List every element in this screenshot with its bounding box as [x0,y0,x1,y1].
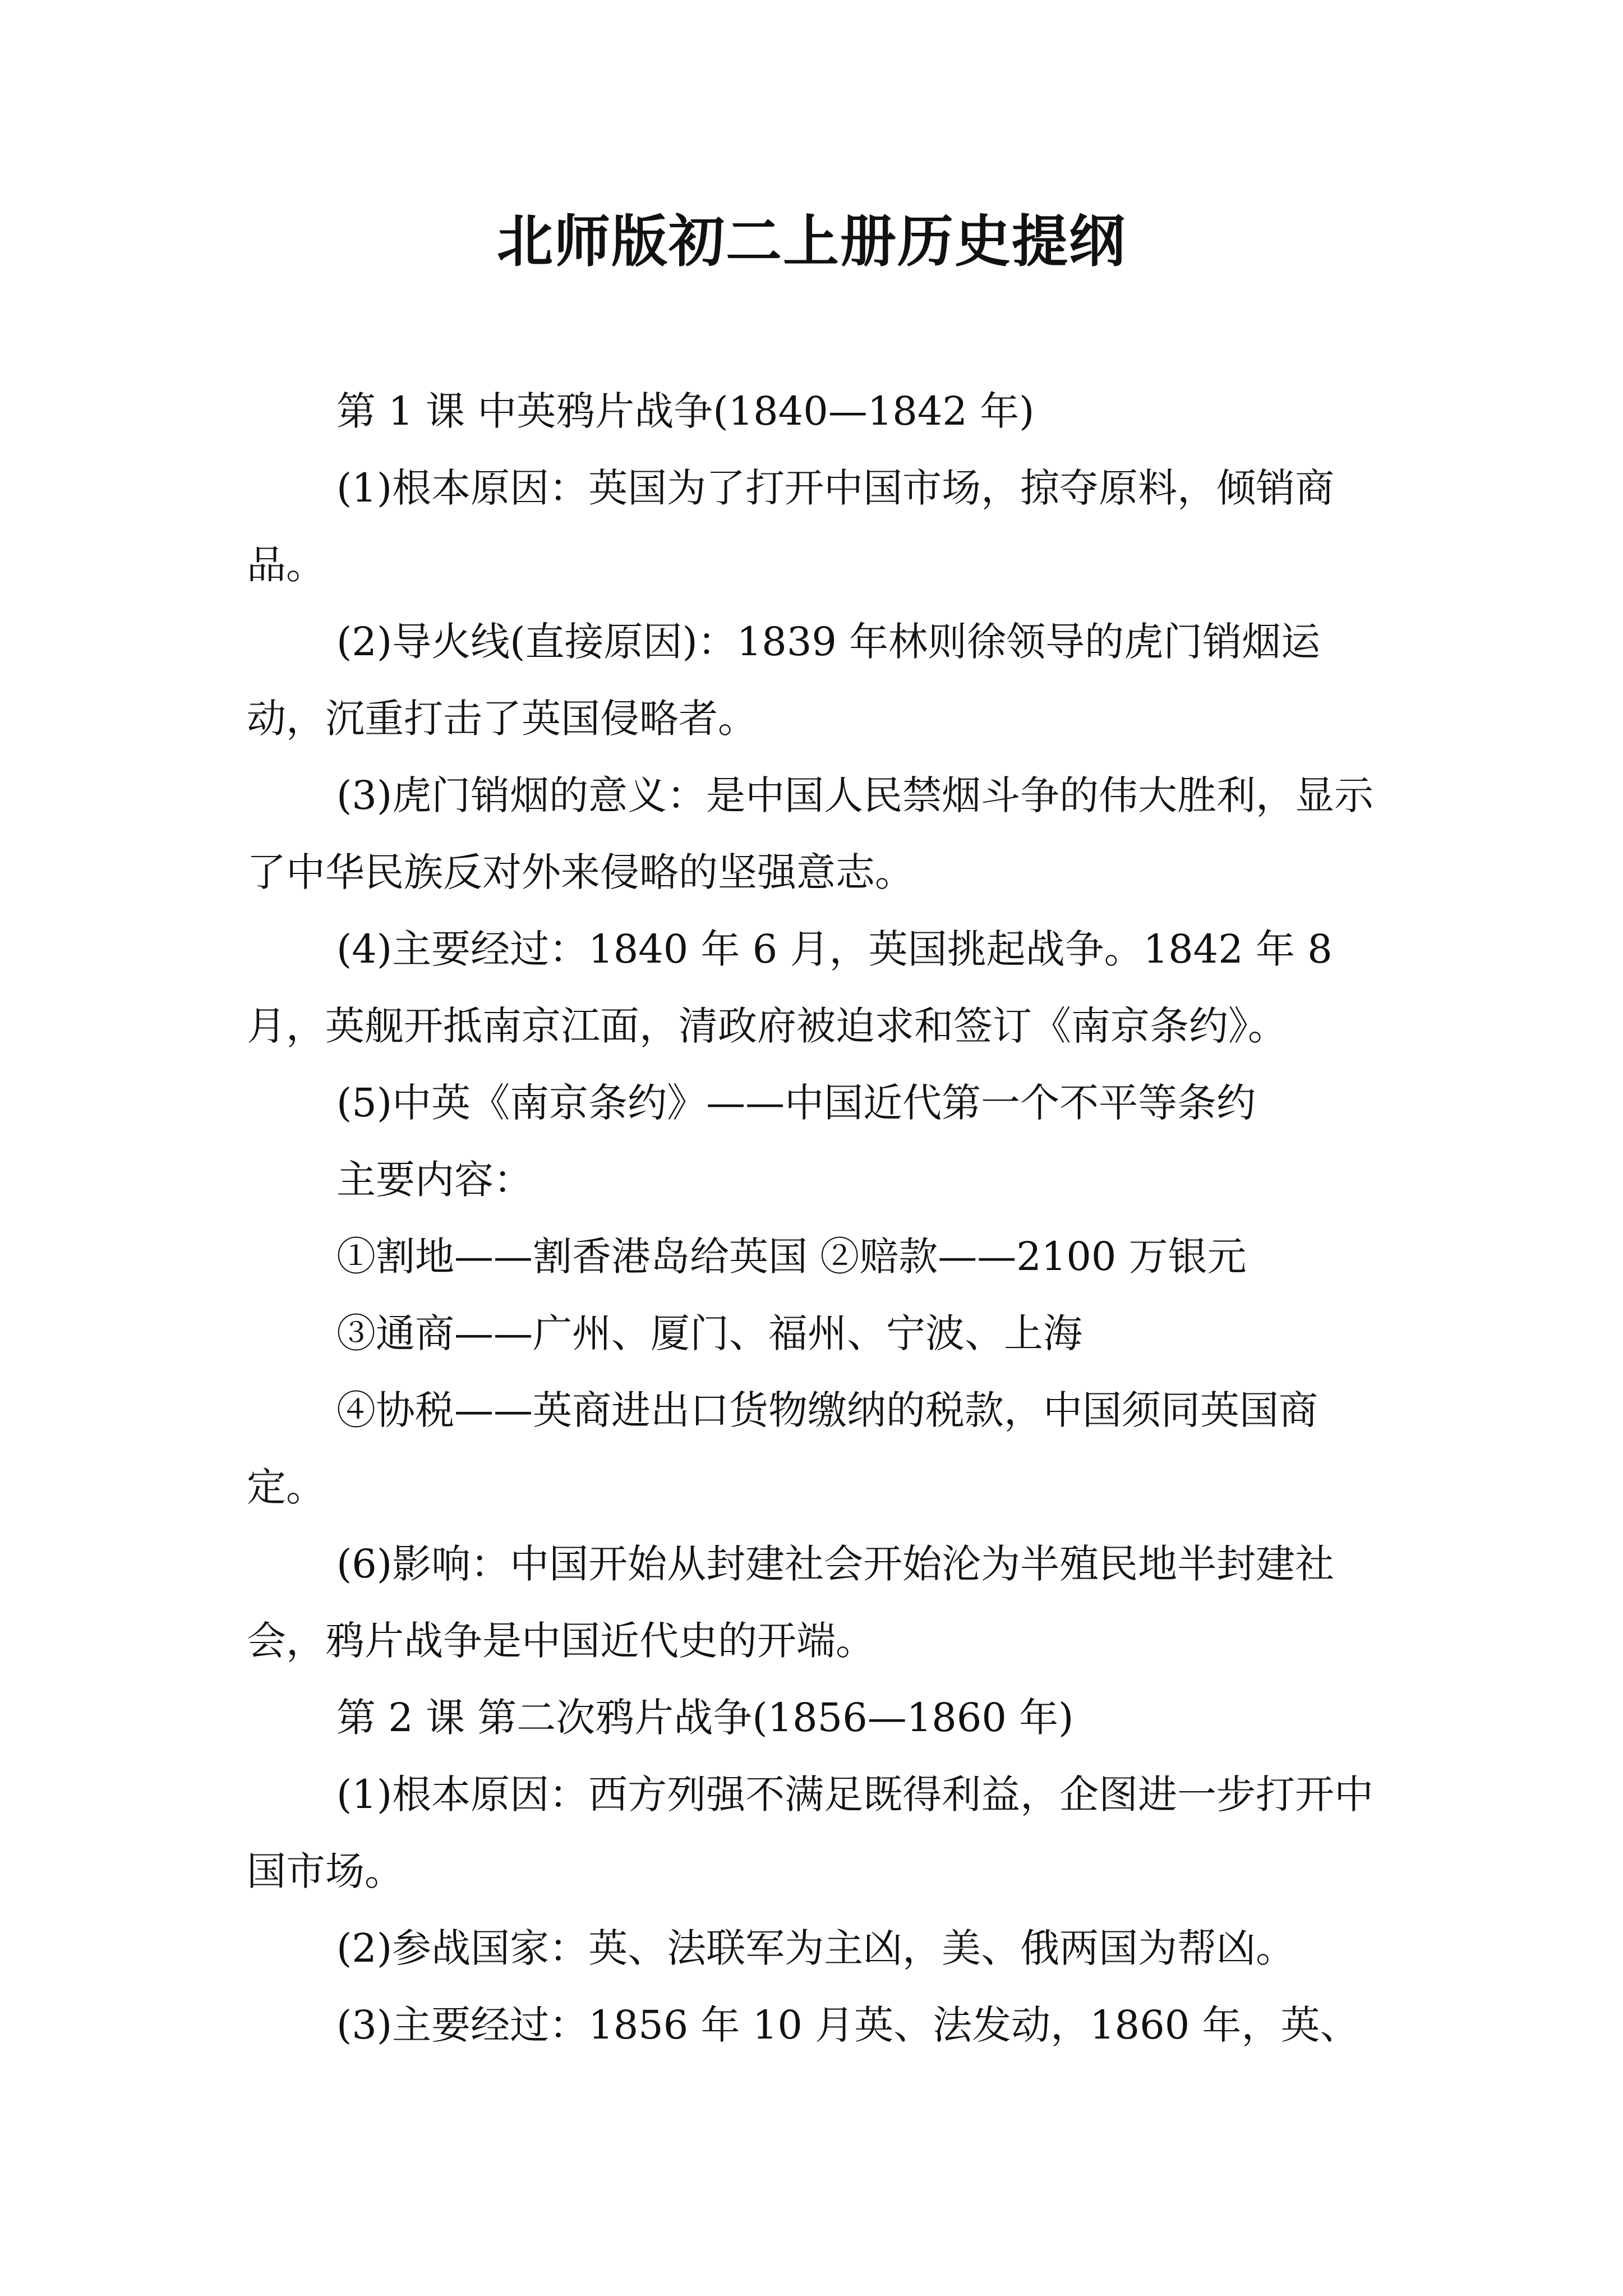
document-title: 北师版初二上册历史提纲 [497,208,1126,274]
list-item-trade-ports: ③通商——广州、厦门、福州、宁波、上海 [336,1310,1082,1356]
paragraph-fuse: (2)导火线(直接原因)：1839 年林则徐领导的虎门销烟运动，沉重打击了英国侵略者。 [247,619,1321,742]
paragraph-root-cause-2: (1)根本原因：西方列强不满足既得利益，企图进一步打开中国市场。 [247,1772,1374,1894]
paragraph-main-events: (4)主要经过：1840 年 6 月，英国挑起战争。1842 年 8 月，英舰开抵南京江面，清政府被迫求和签订《南京条约》。 [247,926,1332,1049]
lesson-2-heading: 第 2 课 第二次鸦片战争(1856—1860 年) [336,1695,1074,1741]
paragraph-participants: (2)参战国家：英、法联军为主凶，美、俄两国为帮凶。 [336,1925,1295,1971]
list-item-cession-indemnity: ①割地——割香港岛给英国 ②赔款——2100 万银元 [336,1234,1247,1280]
paragraph-main-events-2: (3)主要经过：1856 年 10 月英、法发动，1860 年，英、 [336,2002,1359,2048]
paragraph-main-content-label: 主要内容： [336,1157,533,1203]
paragraph-impact: (6)影响：中国开始从封建社会开始沦为半殖民地半封建社会，鸦片战争是中国近代史的开端。 [247,1541,1335,1664]
document-body [247,373,1391,2064]
lesson-1-heading: 第 1 课 中英鸦片战争(1840—1842 年) [336,388,1035,434]
paragraph-significance: (3)虎门销烟的意义：是中国人民禁烟斗争的伟大胜利，显示了中华民族反对外来侵略的坚强意志。 [247,772,1374,895]
list-item-tariff: ④协税——英商进出口货物缴纳的税款，中国须同英国商定。 [247,1387,1318,1510]
paragraph-treaty: (5)中英《南京条约》——中国近代第一个不平等条约 [336,1080,1256,1126]
paragraph-root-cause: (1)根本原因：英国为了打开中国市场，掠夺原料，倾销商品。 [247,465,1335,588]
